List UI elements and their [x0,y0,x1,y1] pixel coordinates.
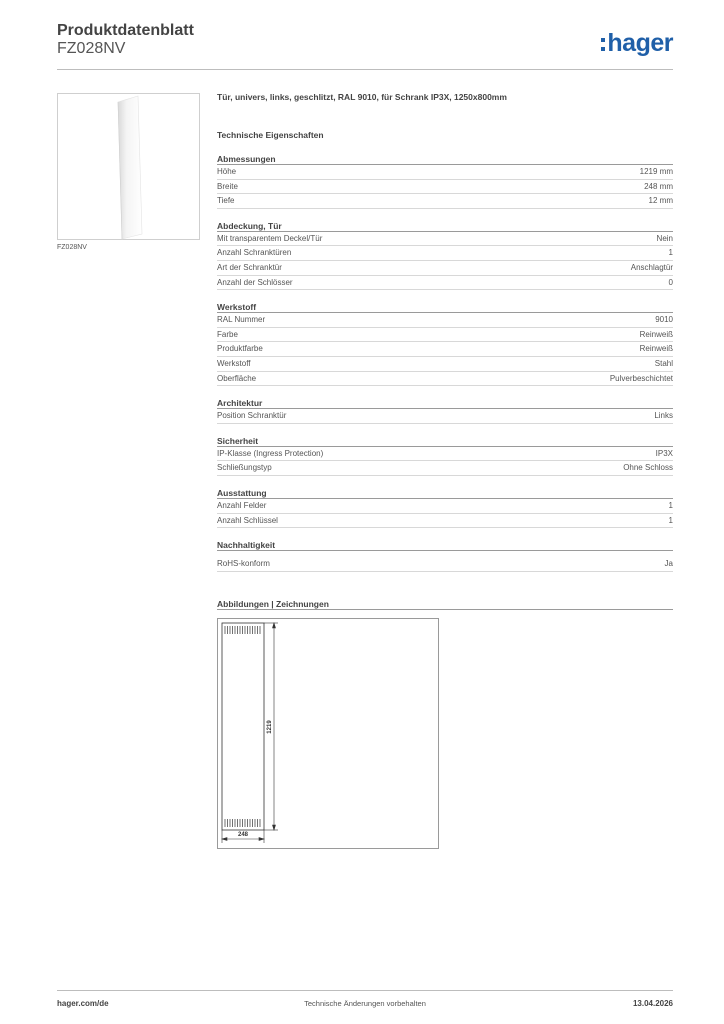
image-caption: FZ028NV [57,244,87,251]
website-link[interactable]: hager.com/de [57,999,109,1008]
product-image [57,93,200,240]
product-code: FZ028NV [57,40,126,57]
section-ausstattung [217,487,673,528]
product-description: Tür, univers, links, geschlitzt, RAL 9010, für Schrank IP3X, 1250x800mm [217,92,507,102]
spec-row [217,180,673,195]
tech-properties-heading: Technische Eigenschaften [217,130,324,140]
spec-label: RoHS-konform [217,559,270,569]
spec-row [217,461,673,476]
spec-value: Links [654,411,673,421]
door-outline [222,623,264,830]
spec-label: Breite [217,181,238,191]
spec-row [217,499,673,514]
spec-label: Schließungstyp [217,463,272,473]
spec-label: Werkstoff [217,358,251,368]
spec-label: Art der Schranktür [217,262,282,272]
spec-row [217,447,673,462]
logo-text: hager [607,28,673,57]
spec-row [217,514,673,529]
page-footer [57,990,673,1014]
spec-value: 1 [668,248,673,258]
spec-label: Farbe [217,329,238,339]
section-werkstoff [217,301,673,386]
spec-label: Position Schranktür [217,411,287,421]
hager-logo [601,28,673,58]
door-panel-illustration [58,94,201,241]
spec-value: 1 [668,515,673,525]
section-title: Abdeckung, Tür [217,220,673,232]
top-vent-slots-icon [225,626,260,634]
section-title: Abmessungen [217,153,673,165]
section-title: Ausstattung [217,487,673,499]
section-title: Architektur [217,397,673,409]
spec-value: Nein [656,233,673,243]
spec-row [217,342,673,357]
door-dimension-drawing [218,619,440,850]
spec-row [217,557,673,572]
spec-value: 248 mm [644,181,673,191]
spec-value: Ohne Schloss [623,463,673,473]
spec-label: Produktfarbe [217,344,263,354]
logo-dots-icon [601,38,605,51]
spec-value: 1 [668,500,673,510]
bottom-vent-slots-icon [225,819,260,827]
spec-row [217,276,673,291]
spec-label: Anzahl Schlüssel [217,515,278,525]
spec-value: 9010 [655,315,673,325]
section-abmessungen [217,153,673,209]
spec-row [217,357,673,372]
spec-value: Reinweiß [639,329,673,339]
section-abdeckung [217,220,673,290]
spec-row [217,328,673,343]
document-title: Produktdatenblatt [57,22,194,39]
section-title: Werkstoff [217,301,673,313]
spec-label: Oberfläche [217,373,257,383]
technical-drawing [217,618,439,849]
spec-value: 1219 mm [639,167,673,176]
drawings-heading: Abbildungen | Zeichnungen [217,598,673,610]
spec-row [217,165,673,180]
spec-row [217,372,673,387]
spec-label: IP-Klasse (Ingress Protection) [217,448,324,458]
spec-value: Pulverbeschichtet [609,373,673,383]
page-header [57,20,673,70]
section-architektur [217,397,673,424]
footer-notice: Technische Änderungen vorbehalten [304,999,426,1008]
spec-row [217,409,673,424]
spec-value: 12 mm [648,196,673,206]
spec-label: Tiefe [217,196,235,206]
spec-value: Stahl [654,358,673,368]
footer-date: 13.04.2026 [632,999,673,1008]
section-title: Nachhaltigkeit [217,539,673,551]
spec-value: Ja [664,559,673,569]
height-label: 1219 [267,720,273,734]
section-title: Sicherheit [217,435,673,447]
spec-label: Höhe [217,167,237,176]
section-nachhaltigkeit [217,539,673,572]
section-sicherheit [217,435,673,476]
spec-row [217,261,673,276]
spec-row [217,232,673,247]
spec-row [217,313,673,328]
spec-row [217,194,673,209]
width-label: 248 [237,832,249,838]
spec-value: IP3X [655,448,673,458]
spec-value: Anschlagtür [630,262,673,272]
spec-label: RAL Nummer [217,315,266,325]
spec-value: 0 [668,277,673,287]
spec-label: Mit transparentem Deckel/Tür [217,233,323,243]
spec-label: Anzahl Schranktüren [217,248,292,258]
spec-label: Anzahl der Schlösser [217,277,293,287]
spec-value: Reinweiß [639,344,673,354]
spec-row [217,246,673,261]
spec-label: Anzahl Felder [217,500,267,510]
spec-column [217,90,673,572]
